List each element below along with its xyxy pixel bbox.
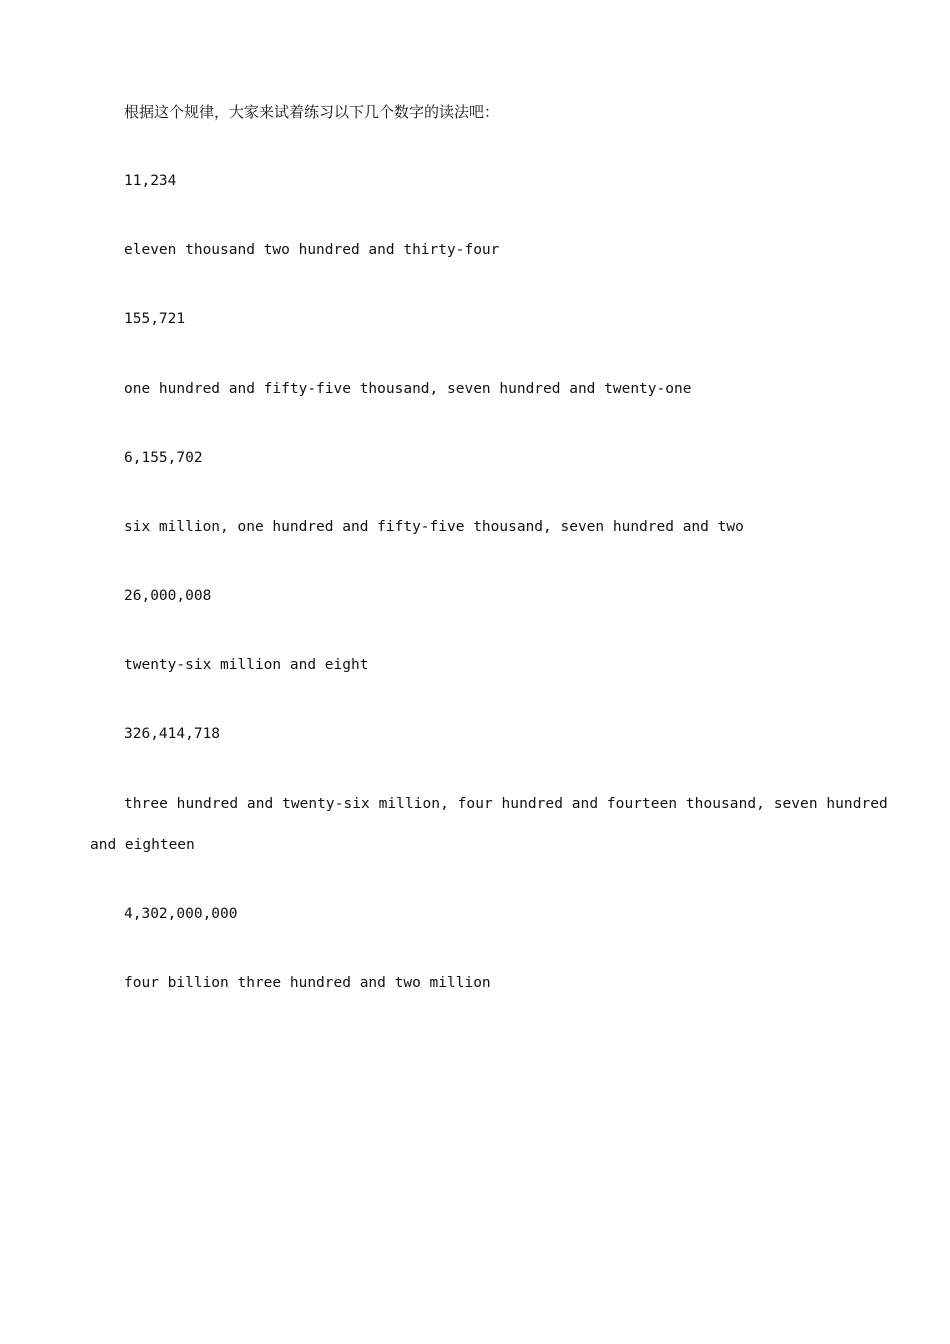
number-5-words-line1: three hundred and twenty-six million, four hundred and fourteen thousand, seven hundred xyxy=(124,796,888,812)
number-2: 155,721 xyxy=(124,311,186,327)
number-5-words-line2: and eighteen xyxy=(90,837,195,853)
number-6: 4,302,000,000 xyxy=(124,906,238,922)
number-1: 11,234 xyxy=(124,173,177,189)
number-3-words: six million, one hundred and fifty-five thousand, seven hundred and two xyxy=(124,519,744,535)
number-4-words: twenty-six million and eight xyxy=(124,657,369,673)
number-1-words: eleven thousand two hundred and thirty-four xyxy=(124,242,500,258)
number-4: 26,000,008 xyxy=(124,588,212,604)
intro-text: 根据这个规律，大家来试着练习以下几个数字的读法吧： xyxy=(124,103,500,121)
number-6-words: four billion three hundred and two million xyxy=(124,975,491,991)
number-3: 6,155,702 xyxy=(124,450,203,466)
number-2-words: one hundred and fifty-five thousand, seven hundred and twenty-one xyxy=(124,381,692,397)
number-5: 326,414,718 xyxy=(124,726,221,742)
